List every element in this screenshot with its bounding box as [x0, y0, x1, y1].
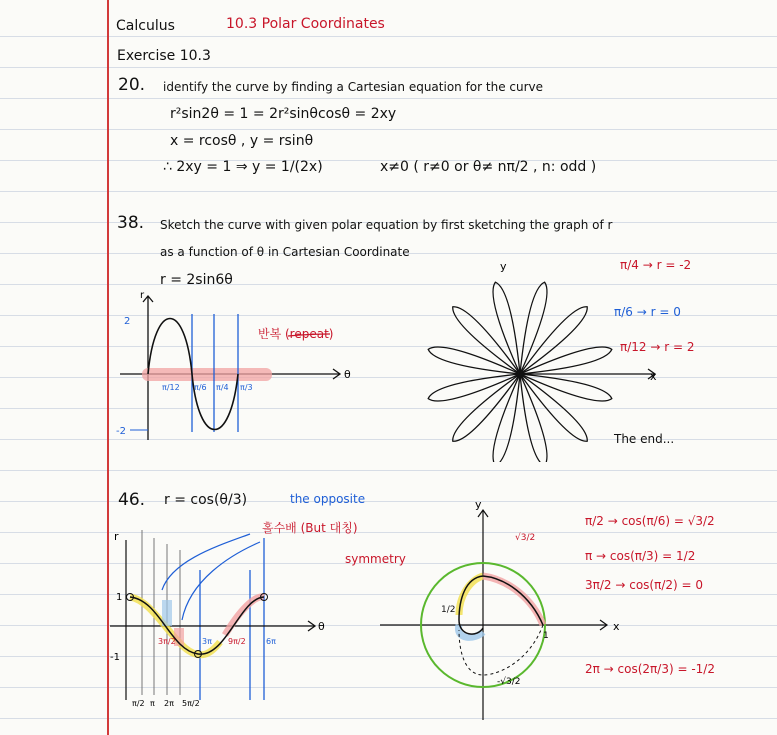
tick-label: 3π	[202, 637, 212, 646]
tick-label: 9π/2	[228, 637, 246, 646]
bottom-tick: π	[150, 699, 155, 708]
note-symmetry: symmetry	[345, 552, 406, 566]
problem-46-number: 46.	[118, 490, 146, 510]
note-46-4: 2π → cos(2π/3) = -1/2	[585, 662, 715, 676]
margin-line	[107, 0, 109, 735]
problem-20-number: 20.	[118, 75, 146, 95]
note-odd: 홀수배 (But 대칭)	[262, 521, 358, 535]
problem-20-line2: x = rcosθ , y = rsinθ	[170, 133, 314, 149]
note-pi4: π/4 → r = -2	[620, 258, 692, 272]
p46-cartesian-graph	[110, 520, 355, 715]
polar-label: -√3/2	[497, 677, 521, 687]
polar46-axis-y: y	[475, 500, 482, 511]
rose-petal	[520, 374, 587, 441]
problem-38-number: 38.	[117, 213, 145, 233]
rose-petal	[493, 282, 520, 374]
rose-petal	[493, 374, 520, 462]
tick-label: 6π	[266, 637, 276, 646]
problem-38-prompt-1: Sketch the curve with given polar equation by first sketching the graph of r	[160, 218, 613, 232]
axis-r-46: r	[114, 530, 119, 543]
rose-petals	[428, 282, 612, 462]
note-46-1: π/2 → cos(π/6) = √3/2	[585, 514, 715, 528]
note-opposite: the opposite	[290, 492, 366, 506]
problem-38-prompt-2: as a function of θ in Cartesian Coordinate	[160, 245, 410, 259]
rose-petal	[428, 374, 520, 401]
graph-axis-r: r	[140, 290, 145, 301]
problem-46-equation: r = cos(θ/3)	[164, 492, 248, 508]
tick-label: π/4	[216, 383, 229, 392]
p38-cartesian-graph	[110, 290, 370, 450]
rose-petal	[520, 374, 612, 401]
bottom-tick: 5π/2	[182, 699, 200, 708]
exercise-title: Exercise 10.3	[117, 48, 211, 64]
axis-theta-46: θ	[318, 620, 325, 633]
note-pi12: π/12 → r = 2	[620, 340, 695, 354]
polar-label: 1	[543, 631, 549, 641]
tick-label: π/12	[162, 383, 180, 392]
graph-axis-theta: θ	[344, 368, 351, 381]
note-pi6: π/6 → r = 0	[614, 305, 681, 319]
rose-petal	[453, 307, 520, 374]
rose-petal	[520, 307, 587, 374]
course-title: Calculus	[116, 18, 175, 34]
problem-20-condition: x≠0 ( r≠0 or θ≠ nπ/2 , n: odd )	[380, 159, 597, 175]
polar-axis-x: x	[650, 370, 657, 383]
tick-label: π/3	[240, 383, 253, 392]
graph-ylabel-bottom: -2	[116, 426, 126, 437]
rose-petal	[520, 347, 612, 374]
the-end: The end...	[614, 432, 675, 446]
problem-20-prompt: identify the curve by finding a Cartesian equation for the curve	[163, 80, 544, 94]
label-1: 1	[116, 592, 123, 603]
polar46-axis-x: x	[613, 620, 620, 633]
section-title: 10.3 Polar Coordinates	[226, 16, 385, 32]
p46-polar-graph	[375, 500, 630, 725]
problem-20-line3: ∴ 2xy = 1 ⇒ y = 1/(2x)	[163, 159, 323, 175]
polar-label: √3/2	[515, 533, 536, 543]
bottom-tick: π/2	[132, 699, 145, 708]
tick-label: π/6	[194, 383, 207, 392]
note-46-2: π → cos(π/3) = 1/2	[585, 549, 696, 563]
bottom-tick: 2π	[164, 699, 174, 708]
polar-label: 1/2	[441, 605, 456, 615]
repeat-note: 반복 (repeat)	[258, 327, 334, 341]
problem-20-line1: r²sin2θ = 1 = 2r²sinθcosθ = 2xy	[170, 106, 397, 122]
problem-38-equation: r = 2sin6θ	[160, 272, 233, 288]
note-46-3: 3π/2 → cos(π/2) = 0	[585, 578, 703, 592]
rose-petal	[520, 374, 547, 462]
label-minus1: -1	[110, 652, 120, 663]
tick-label: 3π/2	[158, 637, 176, 646]
repeat-highlight	[142, 368, 272, 381]
graph-ylabel-top: 2	[124, 316, 131, 327]
rose-petal	[453, 374, 520, 441]
rose-petal	[520, 282, 547, 374]
polar-axis-y: y	[500, 262, 507, 273]
rose-petal	[428, 347, 520, 374]
